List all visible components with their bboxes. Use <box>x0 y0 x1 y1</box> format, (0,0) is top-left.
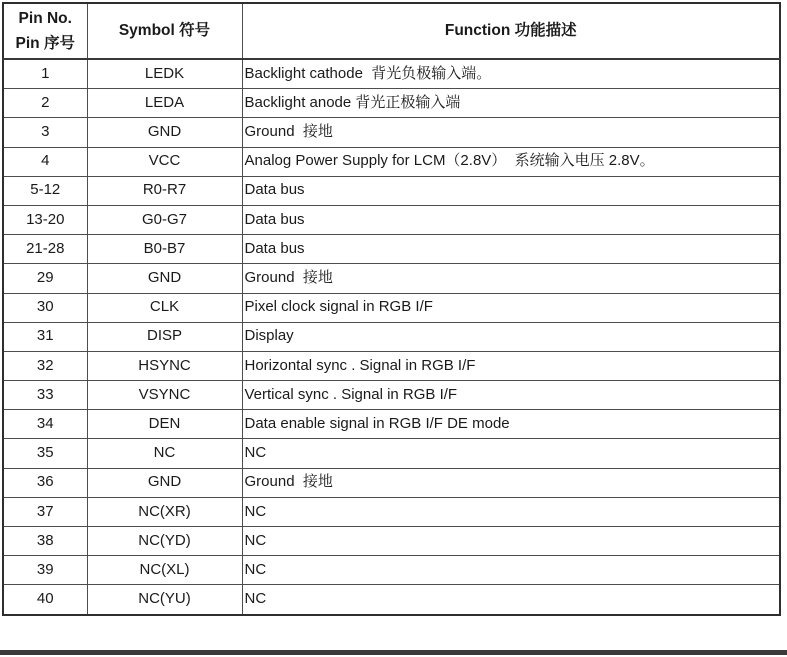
table-row <box>3 205 780 234</box>
function-cell: Ground 接地 <box>242 264 780 293</box>
table-row <box>3 322 780 351</box>
table-row <box>3 89 780 118</box>
pin-cell: 36 <box>3 468 87 497</box>
pin-cell: 13-20 <box>3 205 87 234</box>
symbol-cell: VSYNC <box>87 381 242 410</box>
pin-cell: 38 <box>3 527 87 556</box>
symbol-cell: GND <box>87 118 242 147</box>
table-row <box>3 497 780 526</box>
symbol-cell: HSYNC <box>87 351 242 380</box>
pin-cell: 30 <box>3 293 87 322</box>
function-cell: Data bus <box>242 176 780 205</box>
pin-cell: 35 <box>3 439 87 468</box>
table-row <box>3 59 780 89</box>
symbol-cell: GND <box>87 264 242 293</box>
header-pin-no <box>3 3 87 59</box>
symbol-cell: NC(YU) <box>87 585 242 615</box>
function-cell: Data bus <box>242 235 780 264</box>
function-cell: NC <box>242 497 780 526</box>
pin-cell: 31 <box>3 322 87 351</box>
pin-cell: 37 <box>3 497 87 526</box>
symbol-cell: G0-G7 <box>87 205 242 234</box>
symbol-cell: B0-B7 <box>87 235 242 264</box>
symbol-cell: R0-R7 <box>87 176 242 205</box>
function-cell: Data bus <box>242 205 780 234</box>
table-row <box>3 147 780 176</box>
pin-cell: 4 <box>3 147 87 176</box>
header-symbol: Symbol 符号 <box>87 3 242 59</box>
function-cell: Pixel clock signal in RGB I/F <box>242 293 780 322</box>
table-row <box>3 351 780 380</box>
header-row <box>3 3 780 59</box>
pin-cell: 3 <box>3 118 87 147</box>
pin-cell: 32 <box>3 351 87 380</box>
function-cell: NC <box>242 585 780 615</box>
pin-cell: 21-28 <box>3 235 87 264</box>
table-row <box>3 556 780 585</box>
function-cell: Backlight cathode 背光负极输入端。 <box>242 59 780 89</box>
pin-cell: 34 <box>3 410 87 439</box>
pin-cell: 29 <box>3 264 87 293</box>
function-cell: Vertical sync . Signal in RGB I/F <box>242 381 780 410</box>
function-cell: Ground 接地 <box>242 468 780 497</box>
function-cell: Horizontal sync . Signal in RGB I/F <box>242 351 780 380</box>
pin-cell: 39 <box>3 556 87 585</box>
symbol-cell: NC <box>87 439 242 468</box>
table-row <box>3 527 780 556</box>
function-cell: Display <box>242 322 780 351</box>
table-row <box>3 381 780 410</box>
function-cell: Analog Power Supply for LCM（2.8V） 系统输入电压 2.8V。 <box>242 147 780 176</box>
symbol-cell: LEDA <box>87 89 242 118</box>
header-pin-no-line2: Pin 序号 <box>15 35 75 52</box>
function-cell: Data enable signal in RGB I/F DE mode <box>242 410 780 439</box>
symbol-cell: NC(XL) <box>87 556 242 585</box>
symbol-cell: CLK <box>87 293 242 322</box>
table-row <box>3 439 780 468</box>
symbol-cell: DEN <box>87 410 242 439</box>
symbol-cell: NC(YD) <box>87 527 242 556</box>
table-row <box>3 118 780 147</box>
function-cell: Ground 接地 <box>242 118 780 147</box>
table-row <box>3 293 780 322</box>
table-row <box>3 468 780 497</box>
pin-cell: 5-12 <box>3 176 87 205</box>
table-row <box>3 585 780 615</box>
symbol-cell: NC(XR) <box>87 497 242 526</box>
table-body <box>3 59 780 615</box>
function-cell: NC <box>242 439 780 468</box>
pin-description-table <box>2 2 781 616</box>
symbol-cell: VCC <box>87 147 242 176</box>
function-cell: NC <box>242 556 780 585</box>
section-bottom-rule <box>0 650 787 655</box>
symbol-cell: GND <box>87 468 242 497</box>
function-cell: Backlight anode 背光正极输入端 <box>242 89 780 118</box>
header-function: Function 功能描述 <box>242 3 780 59</box>
function-cell: NC <box>242 527 780 556</box>
symbol-cell: LEDK <box>87 59 242 89</box>
symbol-cell: DISP <box>87 322 242 351</box>
pin-cell: 2 <box>3 89 87 118</box>
header-pin-no-line1: Pin No. <box>18 10 72 27</box>
table-row <box>3 410 780 439</box>
table-row <box>3 264 780 293</box>
table-row <box>3 235 780 264</box>
pin-cell: 40 <box>3 585 87 615</box>
pin-cell: 1 <box>3 59 87 89</box>
pin-cell: 33 <box>3 381 87 410</box>
table-row <box>3 176 780 205</box>
